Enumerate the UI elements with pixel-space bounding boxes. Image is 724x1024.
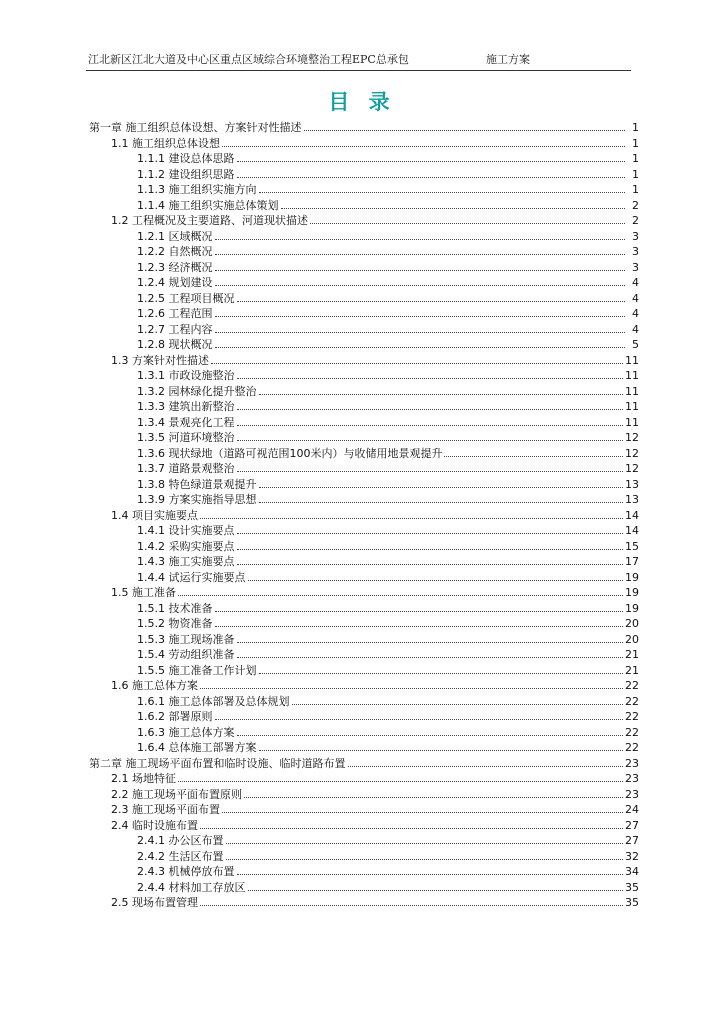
toc-entry-label: 2.3 施工现场平面布置 [111, 803, 220, 816]
toc-entry-label: 1.3.2 园林绿化提升整治 [137, 384, 257, 398]
header-document-type: 施工方案 [486, 53, 530, 66]
toc-dot-leader [259, 192, 626, 193]
toc-entry-page-number: 3 [632, 245, 639, 258]
toc-dot-leader [244, 797, 623, 798]
toc-dot-leader [304, 130, 626, 131]
toc-entry-page-number: 4 [632, 322, 639, 336]
toc-dot-leader [222, 146, 625, 147]
toc-entry-page-number: 24 [625, 803, 639, 816]
toc-entry-label: 1.4.3 施工实施要点 [137, 555, 235, 568]
toc-entry[interactable] [86, 632, 639, 648]
toc-entry-label: 1.4 项目实施要点 [111, 508, 198, 522]
toc-entry[interactable] [86, 291, 639, 307]
toc-dot-leader [211, 363, 623, 364]
toc-entry[interactable] [86, 802, 639, 818]
toc-entry-label: 1.1.4 施工组织实施总体策划 [137, 198, 279, 212]
toc-entry-label: 1.1 施工组织总体设想 [111, 136, 220, 150]
toc-entry-label: 2.2 施工现场平面布置原则 [111, 787, 242, 801]
toc-entry[interactable] [86, 616, 639, 632]
table-of-contents [86, 120, 639, 911]
toc-dot-leader [215, 239, 626, 240]
toc-entry[interactable] [86, 554, 639, 570]
toc-entry[interactable] [86, 384, 639, 400]
toc-dot-leader [226, 843, 624, 844]
toc-entry[interactable] [86, 275, 639, 291]
toc-dot-leader [259, 750, 624, 751]
toc-entry-page-number: 19 [625, 601, 639, 615]
toc-entry[interactable] [86, 771, 639, 787]
toc-entry-page-number: 14 [625, 508, 639, 522]
toc-entry-page-number: 14 [625, 524, 639, 537]
page-header [86, 52, 631, 71]
toc-entry-label: 1.2.4 规划建设 [137, 276, 213, 289]
toc-entry-label: 1.3.8 特色绿道景观提升 [137, 477, 257, 491]
toc-entry[interactable] [86, 880, 639, 896]
toc-entry-page-number: 35 [625, 880, 639, 894]
toc-entry[interactable] [86, 539, 639, 555]
toc-dot-leader [237, 409, 624, 410]
toc-dot-leader [237, 378, 624, 379]
toc-entry-label: 1.1.2 建设组织思路 [137, 167, 235, 181]
toc-entry-page-number: 22 [625, 725, 639, 739]
page-title: 目 录 [328, 89, 396, 114]
toc-entry[interactable] [86, 368, 639, 384]
toc-entry-page-number: 35 [625, 896, 639, 909]
toc-dot-leader [237, 564, 624, 565]
toc-dot-leader [237, 533, 624, 534]
toc-entry[interactable] [86, 430, 639, 446]
toc-entry-label: 1.6.1 施工总体部署及总体规划 [137, 694, 290, 708]
toc-entry-label: 1.2.8 现状概况 [137, 338, 213, 351]
toc-entry-page-number: 19 [625, 570, 639, 584]
toc-entry-label: 1.4.4 试运行实施要点 [137, 570, 246, 584]
toc-entry[interactable] [86, 601, 639, 617]
toc-entry-label: 第二章 施工现场平面布置和临时设施、临时道路布置 [89, 756, 346, 770]
toc-entry-label: 2.4.1 办公区布置 [137, 834, 224, 847]
toc-dot-leader [248, 580, 624, 581]
toc-entry[interactable] [86, 508, 639, 524]
toc-entry-page-number: 11 [625, 415, 639, 429]
toc-entry-page-number: 11 [625, 384, 639, 398]
header-project-title: 江北新区江北大道及中心区重点区域综合环境整治工程EPC总承包 [88, 53, 409, 66]
toc-entry-label: 1.6.2 部署原则 [137, 710, 213, 723]
toc-entry-label: 1.5.4 劳动组织准备 [137, 648, 235, 661]
toc-entry-page-number: 22 [625, 694, 639, 708]
toc-dot-leader [237, 549, 624, 550]
toc-entry[interactable] [86, 322, 639, 338]
toc-entry-page-number: 3 [632, 229, 639, 243]
toc-dot-leader [237, 642, 624, 643]
toc-entry-label: 2.4.3 机械停放布置 [137, 865, 235, 878]
toc-entry-page-number: 22 [625, 710, 639, 723]
toc-entry-page-number: 12 [625, 431, 639, 444]
toc-entry-label: 1.2.3 经济概况 [137, 260, 213, 274]
toc-entry-page-number: 21 [625, 663, 639, 677]
toc-entry-label: 1.5 施工准备 [111, 586, 176, 599]
toc-dot-leader [178, 781, 623, 782]
toc-dot-leader [215, 270, 626, 271]
toc-dot-leader [237, 874, 624, 875]
toc-entry-page-number: 22 [625, 741, 639, 754]
toc-entry-label: 1.1.3 施工组织实施方向 [137, 183, 257, 196]
toc-entry[interactable] [86, 740, 639, 756]
toc-dot-leader [259, 394, 624, 395]
toc-entry-page-number: 4 [632, 307, 639, 320]
toc-entry-page-number: 1 [632, 183, 639, 196]
toc-entry-label: 1.6 施工总体方案 [111, 679, 198, 692]
toc-entry[interactable] [86, 709, 639, 725]
toc-entry-page-number: 13 [625, 477, 639, 491]
toc-entry-label: 1.3 方案针对性描述 [111, 353, 209, 367]
toc-entry-page-number: 3 [632, 260, 639, 274]
toc-entry-page-number: 12 [625, 462, 639, 475]
toc-entry-label: 1.5.2 物资准备 [137, 617, 213, 630]
toc-entry[interactable] [86, 415, 639, 431]
toc-entry-label: 1.3.1 市政设施整治 [137, 369, 235, 382]
toc-entry-page-number: 23 [625, 772, 639, 785]
toc-dot-leader [215, 332, 626, 333]
toc-entry-label: 2.5 现场布置管理 [111, 896, 198, 909]
toc-entry[interactable] [86, 647, 639, 663]
toc-entry[interactable] [86, 182, 639, 198]
toc-entry[interactable] [86, 167, 639, 183]
toc-dot-leader [215, 611, 624, 612]
toc-entry-label: 2.4.4 材料加工存放区 [137, 880, 246, 894]
toc-entry-page-number: 32 [625, 849, 639, 863]
toc-entry-page-number: 13 [625, 493, 639, 506]
toc-entry-label: 1.5.3 施工现场准备 [137, 632, 235, 646]
toc-entry[interactable] [86, 337, 639, 353]
toc-entry[interactable] [86, 864, 639, 880]
toc-dot-leader [259, 487, 624, 488]
toc-entry-label: 1.2.1 区域概况 [137, 229, 213, 243]
toc-entry[interactable] [86, 244, 639, 260]
toc-dot-leader [348, 766, 624, 767]
toc-dot-leader [222, 812, 623, 813]
toc-entry-page-number: 4 [632, 291, 639, 305]
toc-entry-label: 1.4.2 采购实施要点 [137, 539, 235, 553]
toc-entry-label: 1.3.5 河道环境整治 [137, 431, 235, 444]
toc-entry[interactable] [86, 678, 639, 694]
toc-entry-label: 1.2.2 自然概况 [137, 245, 213, 258]
toc-entry-label: 1.6.3 施工总体方案 [137, 725, 235, 739]
toc-entry[interactable] [86, 725, 639, 741]
toc-entry-label: 1.3.3 建筑出新整治 [137, 400, 235, 413]
toc-entry-page-number: 15 [625, 539, 639, 553]
toc-entry-label: 1.3.7 道路景观整治 [137, 462, 235, 475]
toc-dot-leader [226, 859, 624, 860]
toc-dot-leader [310, 223, 625, 224]
toc-entry-page-number: 1 [632, 136, 639, 150]
toc-entry-page-number: 11 [625, 400, 639, 413]
toc-dot-leader [237, 471, 624, 472]
toc-entry-page-number: 27 [625, 818, 639, 832]
toc-entry-page-number: 20 [625, 617, 639, 630]
toc-entry-page-number: 20 [625, 632, 639, 646]
toc-entry-page-number: 1 [632, 152, 639, 165]
toc-entry-label: 1.3.4 景观亮化工程 [137, 415, 235, 429]
toc-entry-page-number: 1 [632, 121, 639, 134]
toc-entry-page-number: 4 [632, 276, 639, 289]
toc-entry[interactable] [86, 198, 639, 214]
toc-entry-label: 1.1.1 建设总体思路 [137, 152, 235, 165]
toc-dot-leader [237, 657, 624, 658]
toc-dot-leader [215, 316, 626, 317]
toc-dot-leader [200, 688, 623, 689]
toc-entry-page-number: 34 [625, 865, 639, 878]
toc-entry[interactable] [86, 756, 639, 772]
toc-entry-label: 1.3.9 方案实施指导思想 [137, 493, 257, 506]
toc-entry[interactable] [86, 446, 639, 462]
toc-entry-page-number: 23 [625, 787, 639, 801]
toc-entry-page-number: 5 [632, 338, 639, 351]
toc-dot-leader [200, 905, 623, 906]
toc-dot-leader [200, 828, 623, 829]
toc-entry-label: 1.5.5 施工准备工作计划 [137, 663, 257, 677]
toc-entry-label: 1.3.6 现状绿地（道路可视范围100米内）与收储用地景观提升 [137, 446, 443, 460]
toc-dot-leader [281, 208, 626, 209]
toc-entry-label: 1.2.7 工程内容 [137, 322, 213, 336]
toc-entry-page-number: 23 [625, 756, 639, 770]
toc-entry[interactable] [86, 663, 639, 679]
toc-entry-page-number: 21 [625, 648, 639, 661]
toc-dot-leader [215, 347, 626, 348]
toc-entry[interactable] [86, 229, 639, 245]
toc-dot-leader [237, 735, 624, 736]
toc-entry-label: 1.2.5 工程项目概况 [137, 291, 235, 305]
toc-entry-label: 2.1 场地特征 [111, 772, 176, 785]
toc-dot-leader [178, 595, 623, 596]
toc-dot-leader [237, 301, 626, 302]
toc-dot-leader [259, 502, 624, 503]
toc-dot-leader [215, 626, 624, 627]
toc-dot-leader [237, 425, 624, 426]
toc-entry-label: 2.4 临时设施布置 [111, 818, 198, 832]
toc-dot-leader [215, 285, 626, 286]
toc-dot-leader [444, 456, 623, 457]
toc-entry[interactable] [86, 523, 639, 539]
toc-dot-leader [259, 673, 624, 674]
toc-dot-leader [215, 254, 626, 255]
toc-entry[interactable] [86, 306, 639, 322]
toc-entry[interactable] [86, 353, 639, 369]
toc-entry-label: 1.5.1 技术准备 [137, 601, 213, 615]
toc-entry[interactable] [86, 477, 639, 493]
toc-entry-label: 1.6.4 总体施工部署方案 [137, 741, 257, 754]
toc-entry-page-number: 11 [625, 353, 639, 367]
toc-dot-leader [248, 890, 624, 891]
toc-entry[interactable] [86, 136, 639, 152]
toc-dot-leader [215, 719, 624, 720]
toc-dot-leader [237, 440, 624, 441]
toc-entry[interactable] [86, 461, 639, 477]
toc-entry[interactable] [86, 694, 639, 710]
toc-entry-label: 1.2 工程概况及主要道路、河道现状描述 [111, 214, 308, 227]
toc-entry-page-number: 1 [632, 167, 639, 181]
toc-entry[interactable] [86, 120, 639, 136]
toc-entry-page-number: 2 [632, 214, 639, 227]
toc-entry-page-number: 27 [625, 834, 639, 847]
toc-entry-label: 1.2.6 工程范围 [137, 307, 213, 320]
toc-entry[interactable] [86, 151, 639, 167]
toc-entry[interactable] [86, 213, 639, 229]
toc-entry[interactable] [86, 818, 639, 834]
toc-entry[interactable] [86, 833, 639, 849]
toc-entry[interactable] [86, 260, 639, 276]
toc-dot-leader [237, 177, 626, 178]
toc-entry[interactable] [86, 399, 639, 415]
toc-entry[interactable] [86, 895, 639, 911]
toc-entry-page-number: 11 [625, 369, 639, 382]
toc-entry[interactable] [86, 492, 639, 508]
toc-entry-page-number: 22 [625, 679, 639, 692]
toc-entry-label: 2.4.2 生活区布置 [137, 849, 224, 863]
toc-dot-leader [237, 161, 626, 162]
toc-entry-page-number: 19 [625, 586, 639, 599]
toc-entry[interactable] [86, 849, 639, 865]
toc-entry-label: 1.4.1 设计实施要点 [137, 524, 235, 537]
toc-entry-page-number: 17 [625, 555, 639, 568]
toc-entry-page-number: 2 [632, 198, 639, 212]
toc-dot-leader [200, 518, 623, 519]
toc-entry[interactable] [86, 585, 639, 601]
toc-dot-leader [292, 704, 624, 705]
toc-entry[interactable] [86, 570, 639, 586]
toc-entry[interactable] [86, 787, 639, 803]
toc-entry-page-number: 12 [625, 446, 639, 460]
toc-entry-label: 第一章 施工组织总体设想、方案针对性描述 [89, 121, 302, 134]
